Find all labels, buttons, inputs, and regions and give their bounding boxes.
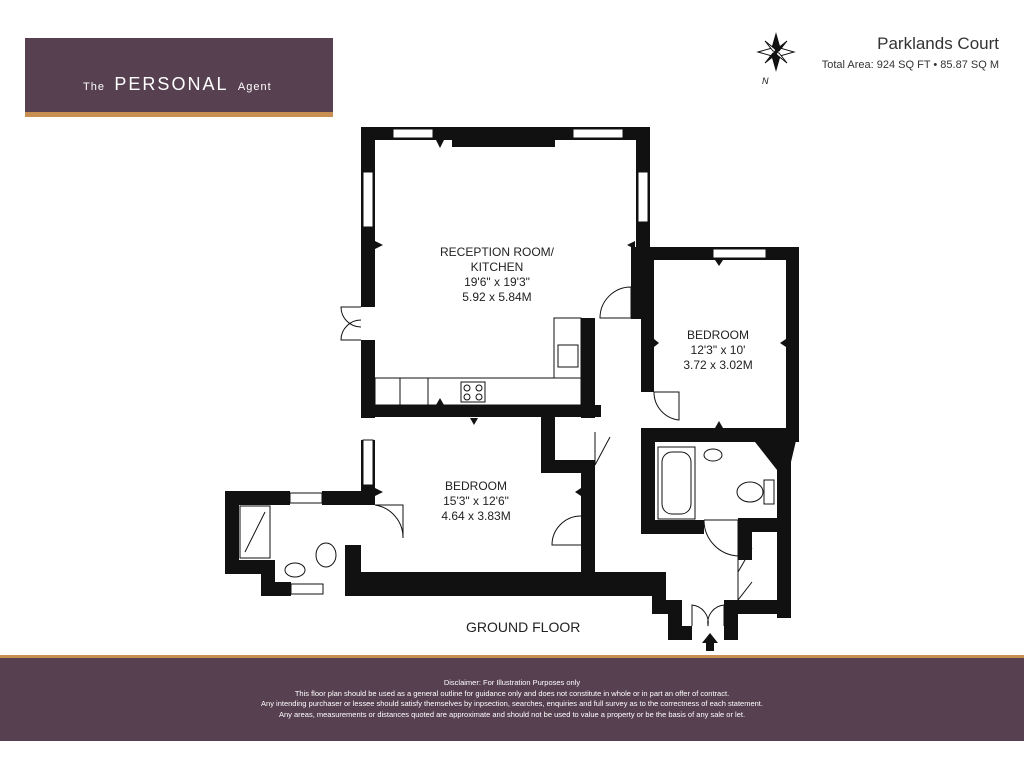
walls: [225, 127, 799, 640]
wall: [361, 572, 666, 596]
disclaimer-line-3: Any intending purchaser or lessee should satisfy themselves by inpsection, searches, enquiries and full survey as to the correctness of each statement.: [261, 699, 763, 708]
bath-inner: [662, 452, 691, 514]
room-label-reception: [440, 245, 554, 305]
window: [573, 129, 623, 138]
wall: [641, 520, 704, 534]
window: [393, 129, 433, 138]
door-swing: [375, 505, 403, 538]
wall: [724, 600, 791, 614]
wall: [738, 532, 752, 560]
door-swing: [738, 572, 752, 600]
logo-suffix: Agent: [237, 81, 272, 93]
bedroom-2-imperial: 15'3" x 12'6": [443, 494, 509, 508]
bedroom-1-metric: 3.72 x 3.02M: [683, 358, 753, 372]
door-swing: [708, 605, 724, 626]
wall: [641, 428, 655, 534]
door-swing: [704, 520, 738, 556]
door-swing: [341, 320, 361, 340]
reception-name-line1: RECEPTION ROOM/: [439, 245, 555, 259]
room-label-bedroom-2: [441, 479, 510, 524]
logo-prefix: The: [83, 81, 105, 93]
reception-metric: 5.92 x 5.84M: [462, 290, 532, 304]
wall: [581, 318, 595, 418]
wall: [322, 491, 375, 505]
room-label-bedroom-1: [683, 328, 752, 373]
basin-icon: [285, 563, 305, 577]
bedroom-1-imperial: 12'3" x 10': [690, 343, 746, 357]
kitchen-units: [375, 318, 581, 405]
wall: [581, 465, 595, 585]
disclaimer-line-2: This floor plan should be used as a general outline for guidance only and does not constitute in whole or in part an offer of contract.: [294, 688, 730, 698]
chimney-breast: [452, 133, 555, 147]
sink-icon: [558, 345, 578, 367]
basin-icon: [704, 449, 722, 461]
wall: [345, 545, 361, 596]
toilet-icon: [737, 482, 763, 502]
window: [638, 172, 648, 222]
window: [291, 584, 323, 594]
disclaimer-line-4: Any areas, measurements or distances quoted are approximate and should not be used to value a property or be the basis of any sale or let.: [278, 709, 746, 719]
property-total-area: Total Area: 924 SQ FT • 85.87 SQ M: [821, 59, 999, 71]
wall: [738, 518, 780, 532]
hob-ring: [476, 394, 482, 400]
hob-ring: [464, 394, 470, 400]
door-swing: [595, 432, 610, 465]
wall: [641, 247, 654, 392]
door-swing: [654, 392, 679, 420]
property-title: Parklands Court: [877, 34, 999, 53]
window: [713, 249, 766, 258]
wall: [668, 626, 692, 640]
reception-imperial: 19'6" x 19'3": [464, 275, 530, 289]
disclaimer-line-1: Disclaimer: For Illustration Purposes only: [443, 678, 581, 687]
wall: [361, 405, 601, 417]
hob-ring: [476, 385, 482, 391]
disclaimer-footer: [0, 655, 1024, 741]
window: [363, 172, 373, 227]
toilet-icon: [316, 543, 336, 567]
compass-north-label: N: [762, 76, 769, 86]
door-swing: [692, 605, 708, 626]
door-swing: [552, 516, 581, 545]
door-swing: [341, 307, 361, 327]
door-swing: [600, 287, 631, 318]
toilet-cistern: [764, 480, 774, 504]
bedroom-2-metric: 4.64 x 3.83M: [441, 509, 511, 523]
wall: [261, 582, 291, 596]
logo-name: PERSONAL: [114, 74, 229, 94]
floor-label: GROUND FLOOR: [466, 619, 581, 635]
window: [290, 493, 322, 503]
wall: [786, 247, 799, 442]
bedroom-1-name: BEDROOM: [686, 328, 749, 342]
window: [363, 440, 373, 485]
bedroom-2-name: BEDROOM: [444, 479, 507, 493]
hob-ring: [464, 385, 470, 391]
reception-name-line2: KITCHEN: [470, 260, 524, 274]
